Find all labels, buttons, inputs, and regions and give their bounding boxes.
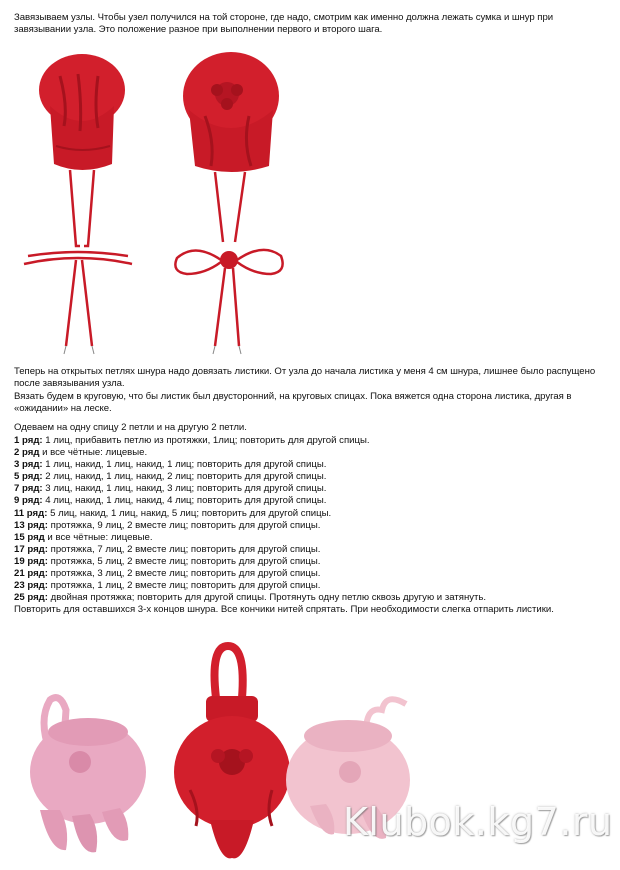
row-text: протяжка, 1 лиц, 2 вместе лиц; повторить для другой спицы. xyxy=(47,580,321,592)
row-text: протяжка, 5 лиц, 2 вместе лиц; повторить для другой спицы. xyxy=(47,555,321,567)
row-text: 1 лиц, накид, 1 лиц, накид, 1 лиц; повторить для другой спицы. xyxy=(42,459,327,471)
row-item xyxy=(14,568,610,580)
row-item xyxy=(14,483,610,495)
row-instructions xyxy=(14,435,610,616)
row-label: 23 ряд: xyxy=(14,580,48,592)
row-text: 2 лиц, накид, 1 лиц, накид, 2 лиц; повторить для другой спицы. xyxy=(42,471,327,483)
row-text: протяжка, 9 лиц, 2 вместе лиц; повторить для другой спицы. xyxy=(47,519,321,531)
row-item xyxy=(14,495,610,507)
row-label: 9 ряд: xyxy=(14,495,43,507)
row-item xyxy=(14,435,610,447)
row-text: двойная протяжка; повторить для другой спицы. Протянуть одну петлю сквозь другую и затянуть. xyxy=(47,592,487,604)
row-text: 3 лиц, накид, 1 лиц, накид, 3 лиц; повторить для другой спицы. xyxy=(42,483,327,495)
row-item xyxy=(14,580,610,592)
row-label: 11 ряд: xyxy=(14,507,48,519)
row-text: протяжка, 7 лиц, 2 вместе лиц; повторить для другой спицы. xyxy=(47,543,321,555)
row-item xyxy=(14,471,610,483)
row-label: 21 ряд: xyxy=(14,568,48,580)
row-label: 13 ряд: xyxy=(14,519,48,531)
bag-photo-knot-bow xyxy=(165,46,305,366)
row-item xyxy=(14,459,610,471)
row-label: 3 ряд: xyxy=(14,459,43,471)
cast-on-paragraph: Одеваем на одну спицу 2 петли и на другую 2 петли. xyxy=(14,422,247,433)
row-label: 15 ряд xyxy=(14,531,45,543)
row-label: 5 ряд: xyxy=(14,471,43,483)
intro-paragraph: Завязываем узлы. Чтобы узел получился на той стороне, где надо, смотрим как именно должна лежать сумка и шнур при завязывании узла. Это положение разное при выполнении первого и второго шага. xyxy=(14,12,554,36)
row-text: и все чётные: лицевые. xyxy=(44,531,153,543)
row-item xyxy=(14,532,610,544)
row-item xyxy=(14,556,610,568)
row-text: протяжка, 3 лиц, 2 вместе лиц; повторить для другой спицы. xyxy=(47,568,321,580)
row-text: и все чётные: лицевые. xyxy=(39,447,148,459)
row-item xyxy=(14,544,610,556)
row-label: 17 ряд: xyxy=(14,543,48,555)
row-label: 7 ряд: xyxy=(14,483,43,495)
bag-photo-cross-cords xyxy=(20,46,150,366)
row-label: 1 ряд: xyxy=(14,435,43,446)
row-item xyxy=(14,520,610,532)
row-label: 25 ряд: xyxy=(14,592,48,604)
row-item xyxy=(14,592,610,604)
outro-paragraph: Повторить для оставшихся 3-х концов шнура. Все кончики нитей спрятать. При необходимости слегка отпарить листики. xyxy=(14,604,554,616)
knot-paragraph: Теперь на открытых петлях шнура надо довязать листики. От узла до начала листика у меня 4 см шнура, лишнее было распущено после завязывания узла. xyxy=(14,366,596,390)
circular-knitting-paragraph: Вязать будем в круговую, что бы листик был двусторонний, на круговых спицах. Пока вяжется одна сторона листика, другая в «ожидании» на леске. xyxy=(14,391,572,415)
row-text: 1 лиц, прибавить петлю из протяжки, 1лиц; повторить для другой спицы. xyxy=(42,435,370,446)
watermark-text: Klubok.kg7.ru xyxy=(343,800,613,844)
row-item xyxy=(14,508,610,520)
row-item xyxy=(14,447,610,459)
row-text: 4 лиц, накид, 1 лиц, накид, 4 лиц; повторить для другой спицы. xyxy=(42,495,327,507)
row-label: 2 ряд xyxy=(14,447,40,459)
row-text: 5 лиц, накид, 1 лиц, накид, 5 лиц; повторить для другой спицы. xyxy=(47,507,332,519)
row-label: 19 ряд: xyxy=(14,555,48,567)
